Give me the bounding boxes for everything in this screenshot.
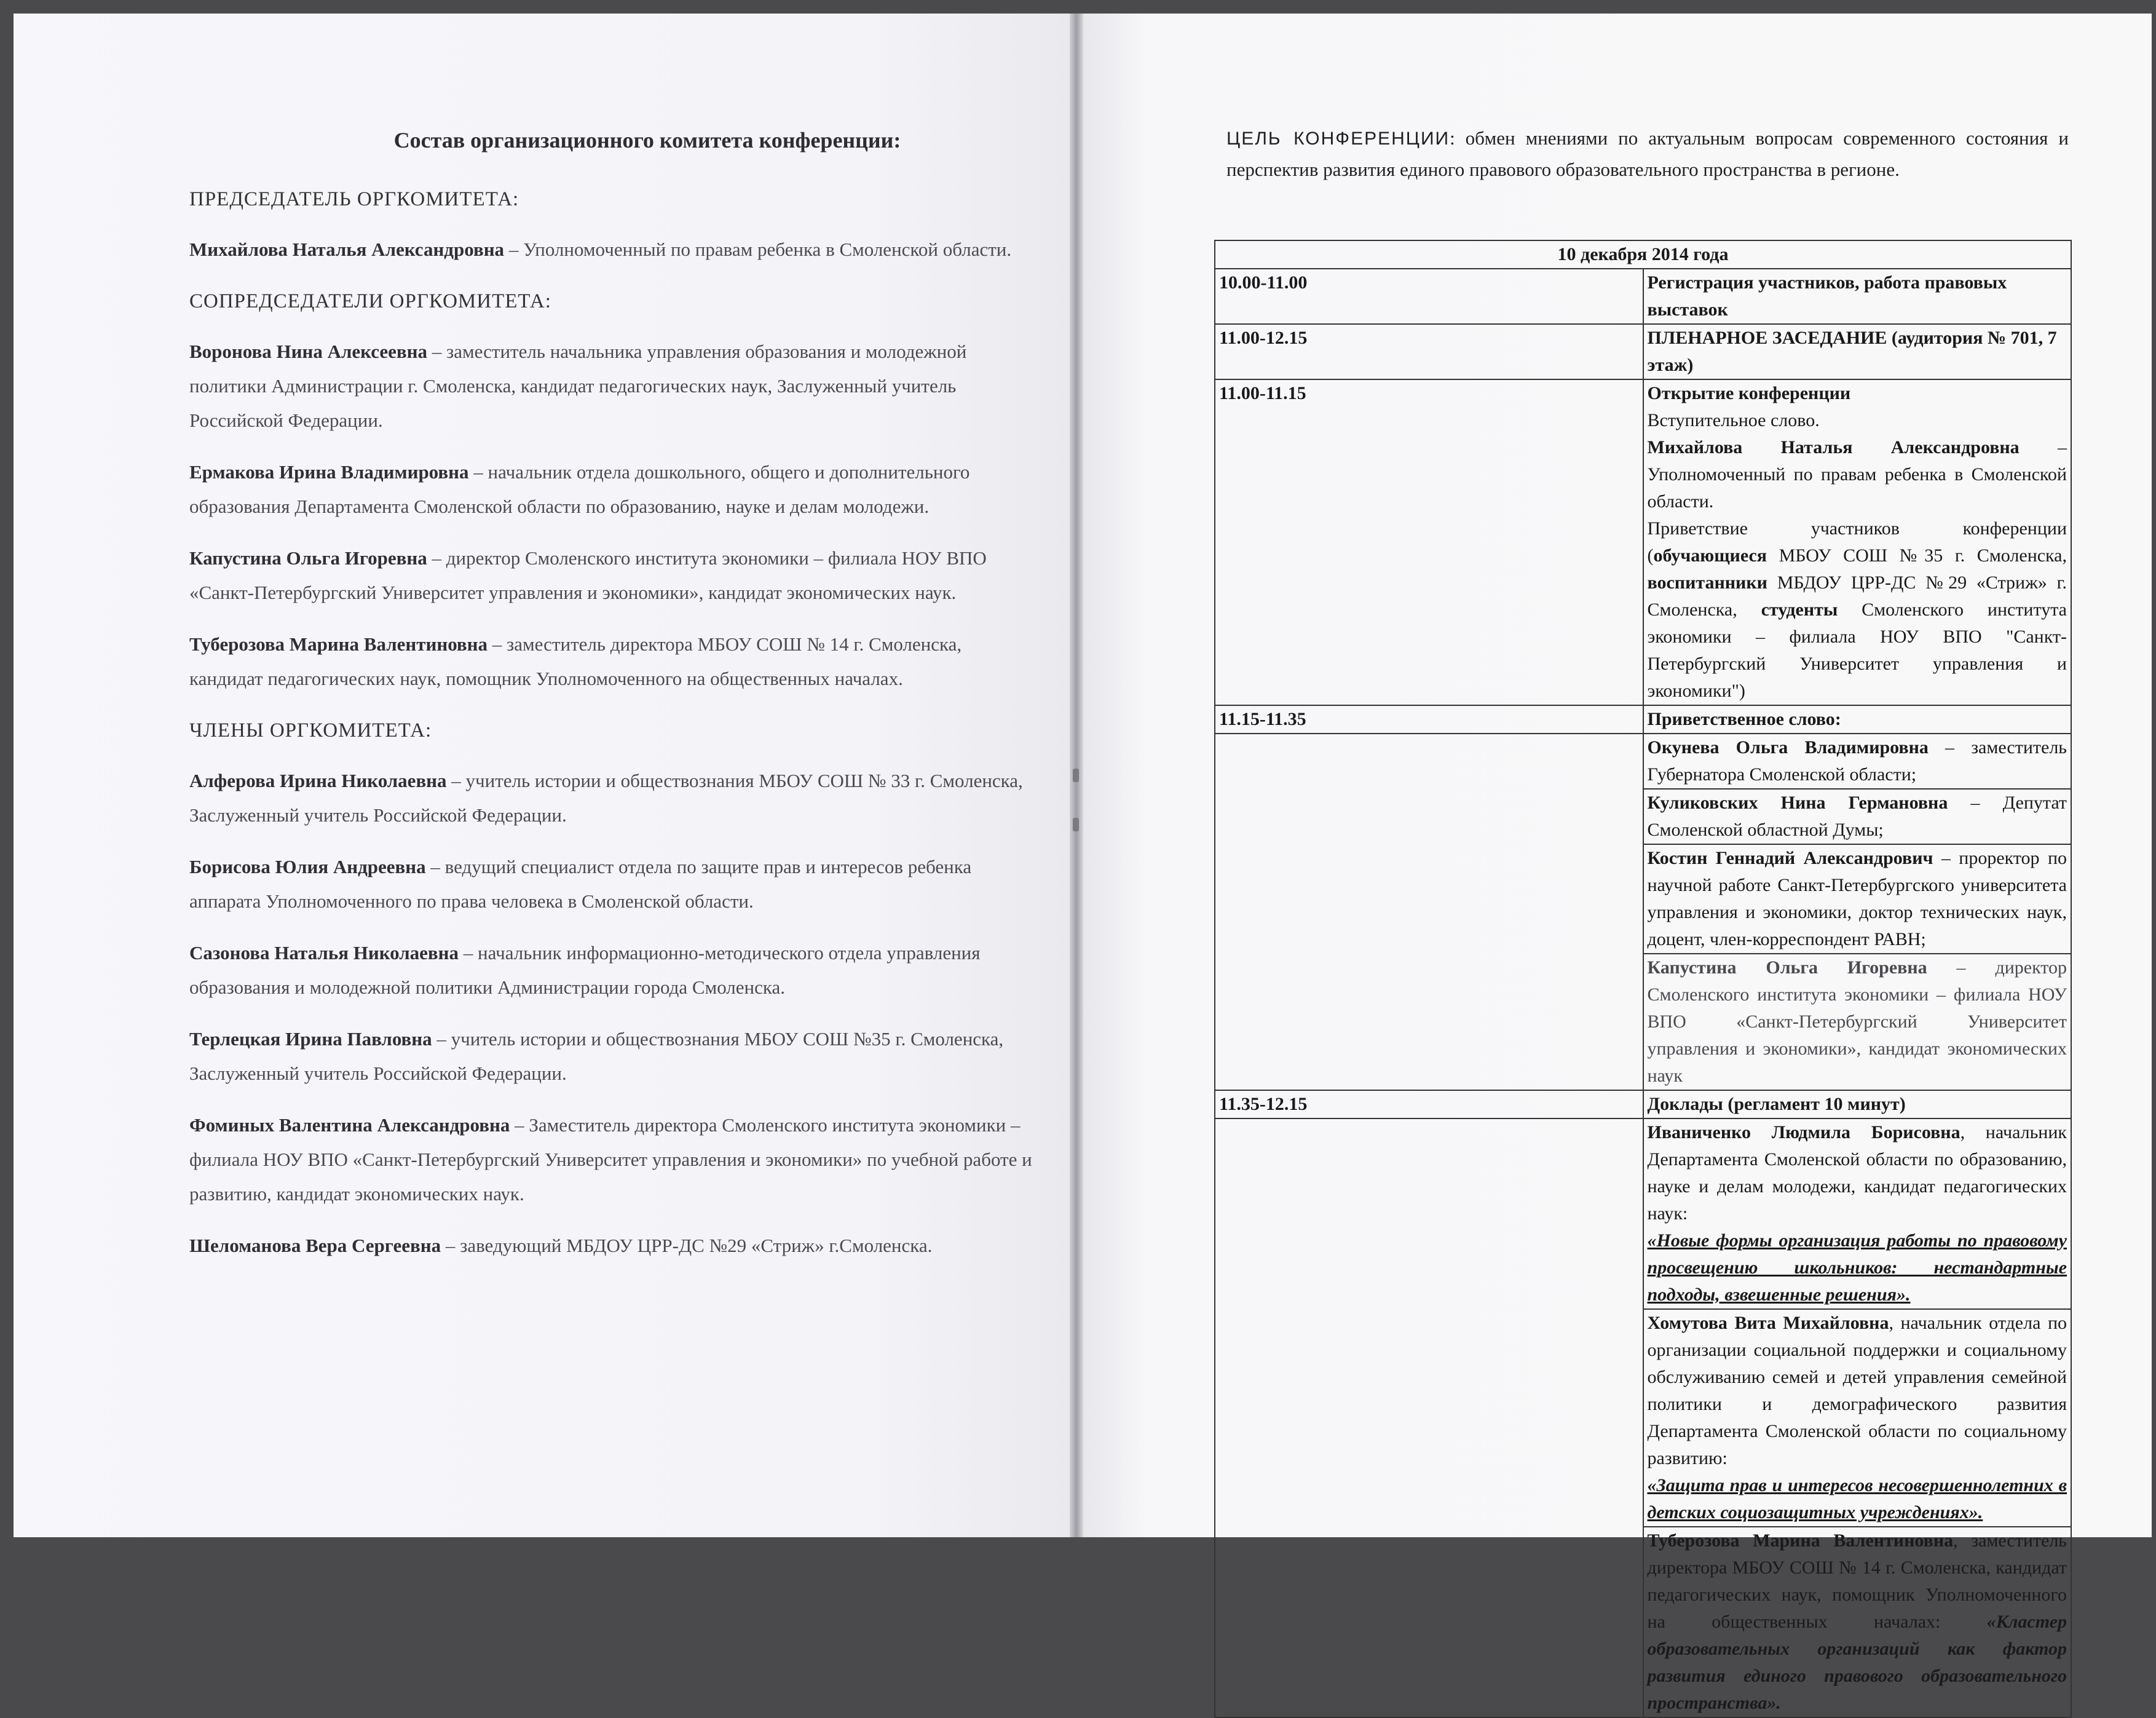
empty-time-cell [1215, 1118, 1643, 1717]
member-desc: – директор Смоленского института экономики – филиала НОУ ВПО «Санкт-Петербургский Университет управления и экономики», кандидат экономических наук. [189, 547, 987, 603]
member-name: Туберозова Марина Валентиновна [189, 633, 488, 655]
member-desc: – заместитель начальника управления образования и молодежной политики Администрации г. Смоленска, кандидат педагогических наук, Заслуженный учитель Российской Федерации. [189, 341, 967, 431]
member-name: Фоминых Валентина Александровна [189, 1114, 510, 1136]
speaker-name: Куликовских Нина Германовна [1647, 793, 1948, 813]
chair-entry [189, 232, 1038, 267]
speaker-name: Михайлова Наталья Александровна [1647, 437, 2020, 457]
speaker-name: Туберозова Марина Валентиновна [1647, 1530, 1954, 1551]
speaker-desc: – проректор по научной работе Санкт-Петербургского университета управления и экономики, доктор технических наук, доцент, член-корреспондент РАВН; [1647, 848, 2067, 949]
speaker-desc: , начальник Департамента Смоленской области по образованию, науке и делам молодежи, кандидат педагогических наук: [1647, 1122, 2067, 1224]
speaker-cell [1643, 844, 2072, 954]
cochair-entry [189, 455, 1038, 524]
speaker-desc: – заместитель Губернатора Смоленской области; [1647, 737, 2067, 785]
speaker-desc: – Депутат Смоленской областной Думы; [1647, 793, 2067, 840]
cochairs-heading: СОПРЕДСЕДАТЕЛИ ОРГКОМИТЕТА: [189, 290, 551, 312]
member-entry [189, 764, 1038, 833]
report-cell [1643, 1118, 2072, 1309]
greeting-text [1648, 518, 2067, 701]
member-desc: – заведующий МБДОУ ЦРР-ДС №29 «Стриж» г.Смоленска. [441, 1235, 933, 1256]
member-name: Капустина Ольга Игоревна [189, 547, 427, 569]
greeting-part: МБДОУ ЦРР-ДС №29 «Стриж» г. Смоленска, [1647, 572, 2067, 620]
opening-title: Открытие конференции [1647, 383, 1851, 403]
row-time: 10.00-11.00 [1215, 269, 1643, 324]
row-text: ПЛЕНАРНОЕ ЗАСЕДАНИЕ (аудитория № 701, 7 этаж) [1643, 324, 2072, 379]
member-entry [189, 1022, 1038, 1091]
speaker-desc: , заместитель директора МБОУ СОШ № 14 г. Смоленска, кандидат педагогических наук, помощник Уполномоченного на общественных началах: [1647, 1530, 2067, 1632]
member-name: Алферова Ирина Николаевна [189, 770, 447, 791]
chair-heading: ПРЕДСЕДАТЕЛЬ ОРГКОМИТЕТА: [189, 188, 519, 210]
row-time: 11.35-12.15 [1215, 1090, 1643, 1118]
member-name: Ермакова Ирина Владимировна [189, 461, 469, 483]
speaker-cell [1643, 954, 2072, 1090]
member-desc: – Заместитель директора Смоленского института экономики – филиала НОУ ВПО «Санкт-Петербургский Университет управления и экономики» по учебной работе и развитию, кандидат экономических наук. [189, 1114, 1032, 1205]
row-time: 11.00-11.15 [1215, 379, 1643, 705]
member-desc: – учитель истории и обществознания МБОУ СОШ № 33 г. Смоленска, Заслуженный учитель Российской Федерации. [189, 770, 1023, 826]
row-text: Приветственное слово: [1643, 705, 2072, 734]
speaker-name: Хомутова Вита Михайловна [1647, 1313, 1889, 1333]
cochair-entry [189, 541, 1038, 610]
goal-label: ЦЕЛЬ КОНФЕРЕНЦИИ [1226, 129, 1450, 149]
greeting-part: воспитанники [1647, 572, 1767, 593]
conference-goal [1226, 123, 2069, 185]
table-row [1215, 379, 2071, 705]
goal-text: : обмен мнениями по актуальным вопросам современного состояния и перспектив развития единого правового образовательного пространства в регионе. [1226, 127, 2069, 180]
organizing-committee [189, 123, 1038, 1280]
report-cell [1643, 1527, 2072, 1717]
table-row [1215, 324, 2071, 379]
table-row [1215, 1090, 2071, 1118]
member-name: Шеломанова Вера Сергеевна [189, 1235, 441, 1256]
greeting-part: Смоленского института экономики – филиала НОУ ВПО "Санкт-Петербургский Университет управления и экономики") [1647, 600, 2067, 701]
staple [1073, 769, 1079, 782]
members-heading: ЧЛЕНЫ ОРГКОМИТЕТА: [189, 719, 432, 742]
greeting-part: студенты [1761, 600, 1838, 620]
committee-title: Состав организационного комитета конференции: [393, 128, 901, 152]
table-row [1215, 734, 2071, 789]
speaker-cell [1643, 789, 2072, 844]
table-row [1215, 1118, 2071, 1309]
member-name: Михайлова Наталья Александровна [189, 239, 505, 260]
speaker-name: Костин Геннадий Александрович [1647, 848, 1933, 868]
program-table [1214, 240, 2072, 1718]
member-name: Терлецкая Ирина Павловна [189, 1028, 432, 1050]
report-topic: «Защита прав и интересов несовершеннолетних в детских социозащитных учреждениях». [1647, 1475, 2067, 1522]
speaker-name: Капустина Ольга Игоревна [1647, 957, 1927, 978]
table-row [1215, 705, 2071, 734]
empty-time-cell [1215, 734, 1643, 1090]
table-row [1215, 269, 2071, 324]
speaker-name: Окунева Ольга Владимировна [1647, 737, 1929, 758]
staple [1073, 818, 1079, 831]
speaker-name: Иваниченко Людмила Борисовна [1647, 1122, 1961, 1142]
speaker-cell [1643, 734, 2072, 789]
member-entry [189, 936, 1038, 1005]
member-desc: – начальник отдела дошкольного, общего и дополнительного образования Департамента Смоленской области по образованию, науке и делам молодежи. [189, 461, 970, 517]
member-desc: – Уполномоченный по правам ребенка в Смоленской области. [504, 239, 1012, 260]
greeting-part: обучающиеся [1653, 545, 1767, 566]
report-topic: «Новые формы организация работы по правовому просвещению школьников: нестандартные подходы, взвешенные решения». [1647, 1230, 2067, 1305]
speaker-desc: – Уполномоченный по правам ребенка в Смоленской области. [1647, 437, 2067, 512]
greeting-part: Приветствие участников конференции ( [1647, 518, 2067, 566]
speaker-desc: , начальник отдела по организации социальной поддержки и социальному обслуживанию семей и детей управления семейной политики и демографического развития Департамента Смоленской области по социальному развитию: [1647, 1313, 2067, 1468]
member-name: Борисова Юлия Андреевна [189, 856, 426, 877]
row-time: 11.00-12.15 [1215, 324, 1643, 379]
report-topic: «Кластер образовательных организаций как фактор развития единого правового образовательного пространства». [1647, 1612, 2067, 1713]
opening-cell [1643, 379, 2072, 705]
member-name: Сазонова Наталья Николаевна [189, 942, 459, 964]
speaker-desc: – директор Смоленского института экономики – филиала НОУ ВПО «Санкт-Петербургский Университет управления и экономики», кандидат экономических наук [1647, 957, 2067, 1086]
program-date: 10 декабря 2014 года [1215, 240, 2071, 269]
report-cell [1643, 1309, 2072, 1527]
greeting-part: МБОУ СОШ №35 г. Смоленска, [1767, 545, 2067, 566]
member-entry [189, 1229, 1038, 1263]
member-desc: – ведущий специалист отдела по защите прав и интересов ребенка аппарата Уполномоченного по права человека в Смоленской области. [189, 856, 972, 912]
member-desc: – учитель истории и обществознания МБОУ СОШ №35 г. Смоленска, Заслуженный учитель Российской Федерации. [189, 1028, 1004, 1084]
row-time: 11.15-11.35 [1215, 705, 1643, 734]
cochair-entry [189, 334, 1038, 438]
member-desc: – заместитель директора МБОУ СОШ № 14 г. Смоленска, кандидат педагогических наук, помощник Уполномоченного на общественных началах. [189, 633, 962, 689]
member-desc: – начальник информационно-методического отдела управления образования и молодежной политики Администрации города Смоленска. [189, 942, 981, 998]
member-entry [189, 1108, 1038, 1211]
table-row [1215, 240, 2071, 269]
opening-intro: Вступительное слово. [1647, 410, 1820, 430]
row-text: Доклады (регламент 10 минут) [1643, 1090, 2072, 1118]
member-name: Воронова Нина Алексеевна [189, 341, 427, 362]
cochair-entry [189, 627, 1038, 696]
row-text: Регистрация участников, работа правовых выставок [1643, 269, 2072, 324]
member-entry [189, 850, 1038, 919]
